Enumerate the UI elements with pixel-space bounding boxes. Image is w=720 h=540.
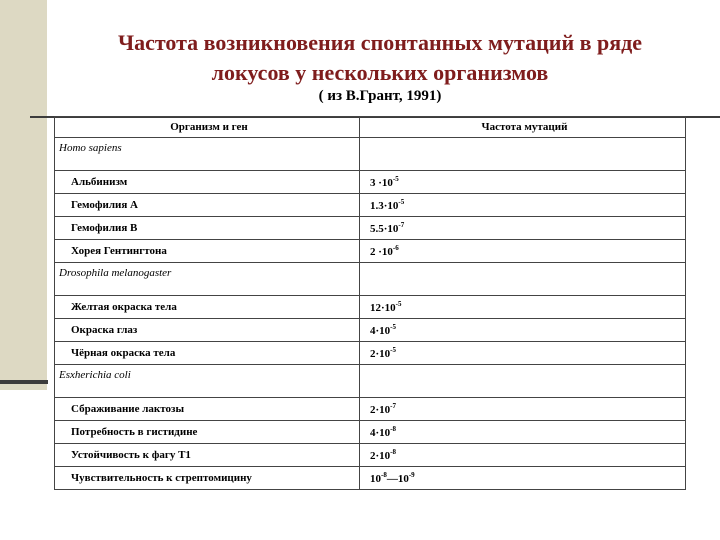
frequency-cell: $12\cdot 10^{-5}$ — [360, 296, 686, 319]
gene-cell: Желтая окраска тела — [55, 296, 360, 319]
frequency-cell: $4\cdot 10^{-5}$ — [360, 319, 686, 342]
empty-cell — [360, 263, 686, 296]
mutation-frequency-table — [54, 116, 686, 490]
table-row — [55, 296, 686, 319]
frequency-cell: $3 \cdot 10^{-5}$ — [360, 171, 686, 194]
group-row — [55, 263, 686, 296]
decorative-sidebar — [0, 0, 47, 390]
gene-cell: Чёрная окраска тела — [55, 342, 360, 365]
table-row — [55, 319, 686, 342]
table-row — [55, 240, 686, 263]
table-row — [55, 444, 686, 467]
group-row — [55, 365, 686, 398]
header-organism: Организм и ген — [55, 117, 360, 138]
frequency-cell: $2\cdot 10^{-7}$ — [360, 398, 686, 421]
table-header-row — [55, 117, 686, 138]
table-row — [55, 421, 686, 444]
slide-title — [60, 28, 700, 88]
organism-label: Esxherichia coli — [55, 365, 360, 398]
gene-cell: Альбинизм — [55, 171, 360, 194]
organism-label: Homo sapiens — [55, 138, 360, 171]
gene-cell: Гемофилия А — [55, 194, 360, 217]
table-row — [55, 217, 686, 240]
empty-cell — [360, 365, 686, 398]
header-frequency: Частота мутаций — [360, 117, 686, 138]
gene-cell: Хорея Гентингтона — [55, 240, 360, 263]
sidebar-rule — [0, 380, 48, 384]
frequency-cell: $5.5\cdot 10^{-7}$ — [360, 217, 686, 240]
gene-cell: Устойчивость к фагу Т1 — [55, 444, 360, 467]
table-row — [55, 398, 686, 421]
title-line-2: локусов у нескольких организмов — [211, 60, 549, 85]
empty-cell — [360, 138, 686, 171]
title-line-1: Частота возникновения спонтанных мутаций в ряде — [117, 30, 643, 55]
gene-cell: Сбраживание лактозы — [55, 398, 360, 421]
frequency-cell: $2\cdot 10^{-5}$ — [360, 342, 686, 365]
gene-cell: Гемофилия В — [55, 217, 360, 240]
frequency-cell: $1.3\cdot 10^{-5}$ — [360, 194, 686, 217]
table-row — [55, 194, 686, 217]
gene-cell: Потребность в гистидине — [55, 421, 360, 444]
organism-label: Drosophila melanogaster — [55, 263, 360, 296]
frequency-cell: $2\cdot 10^{-8}$ — [360, 444, 686, 467]
frequency-cell: $4\cdot 10^{-8}$ — [360, 421, 686, 444]
group-row — [55, 138, 686, 171]
table-row — [55, 171, 686, 194]
gene-cell: Чувствительность к стрептомицину — [55, 467, 360, 490]
table-row — [55, 467, 686, 490]
frequency-cell: $10^{-8}—10^{-9}$ — [360, 467, 686, 490]
table-row — [55, 342, 686, 365]
frequency-cell: $2 \cdot 10^{-6}$ — [360, 240, 686, 263]
gene-cell: Окраска глаз — [55, 319, 360, 342]
slide-subtitle: ( из В.Грант, 1991) — [318, 88, 442, 104]
